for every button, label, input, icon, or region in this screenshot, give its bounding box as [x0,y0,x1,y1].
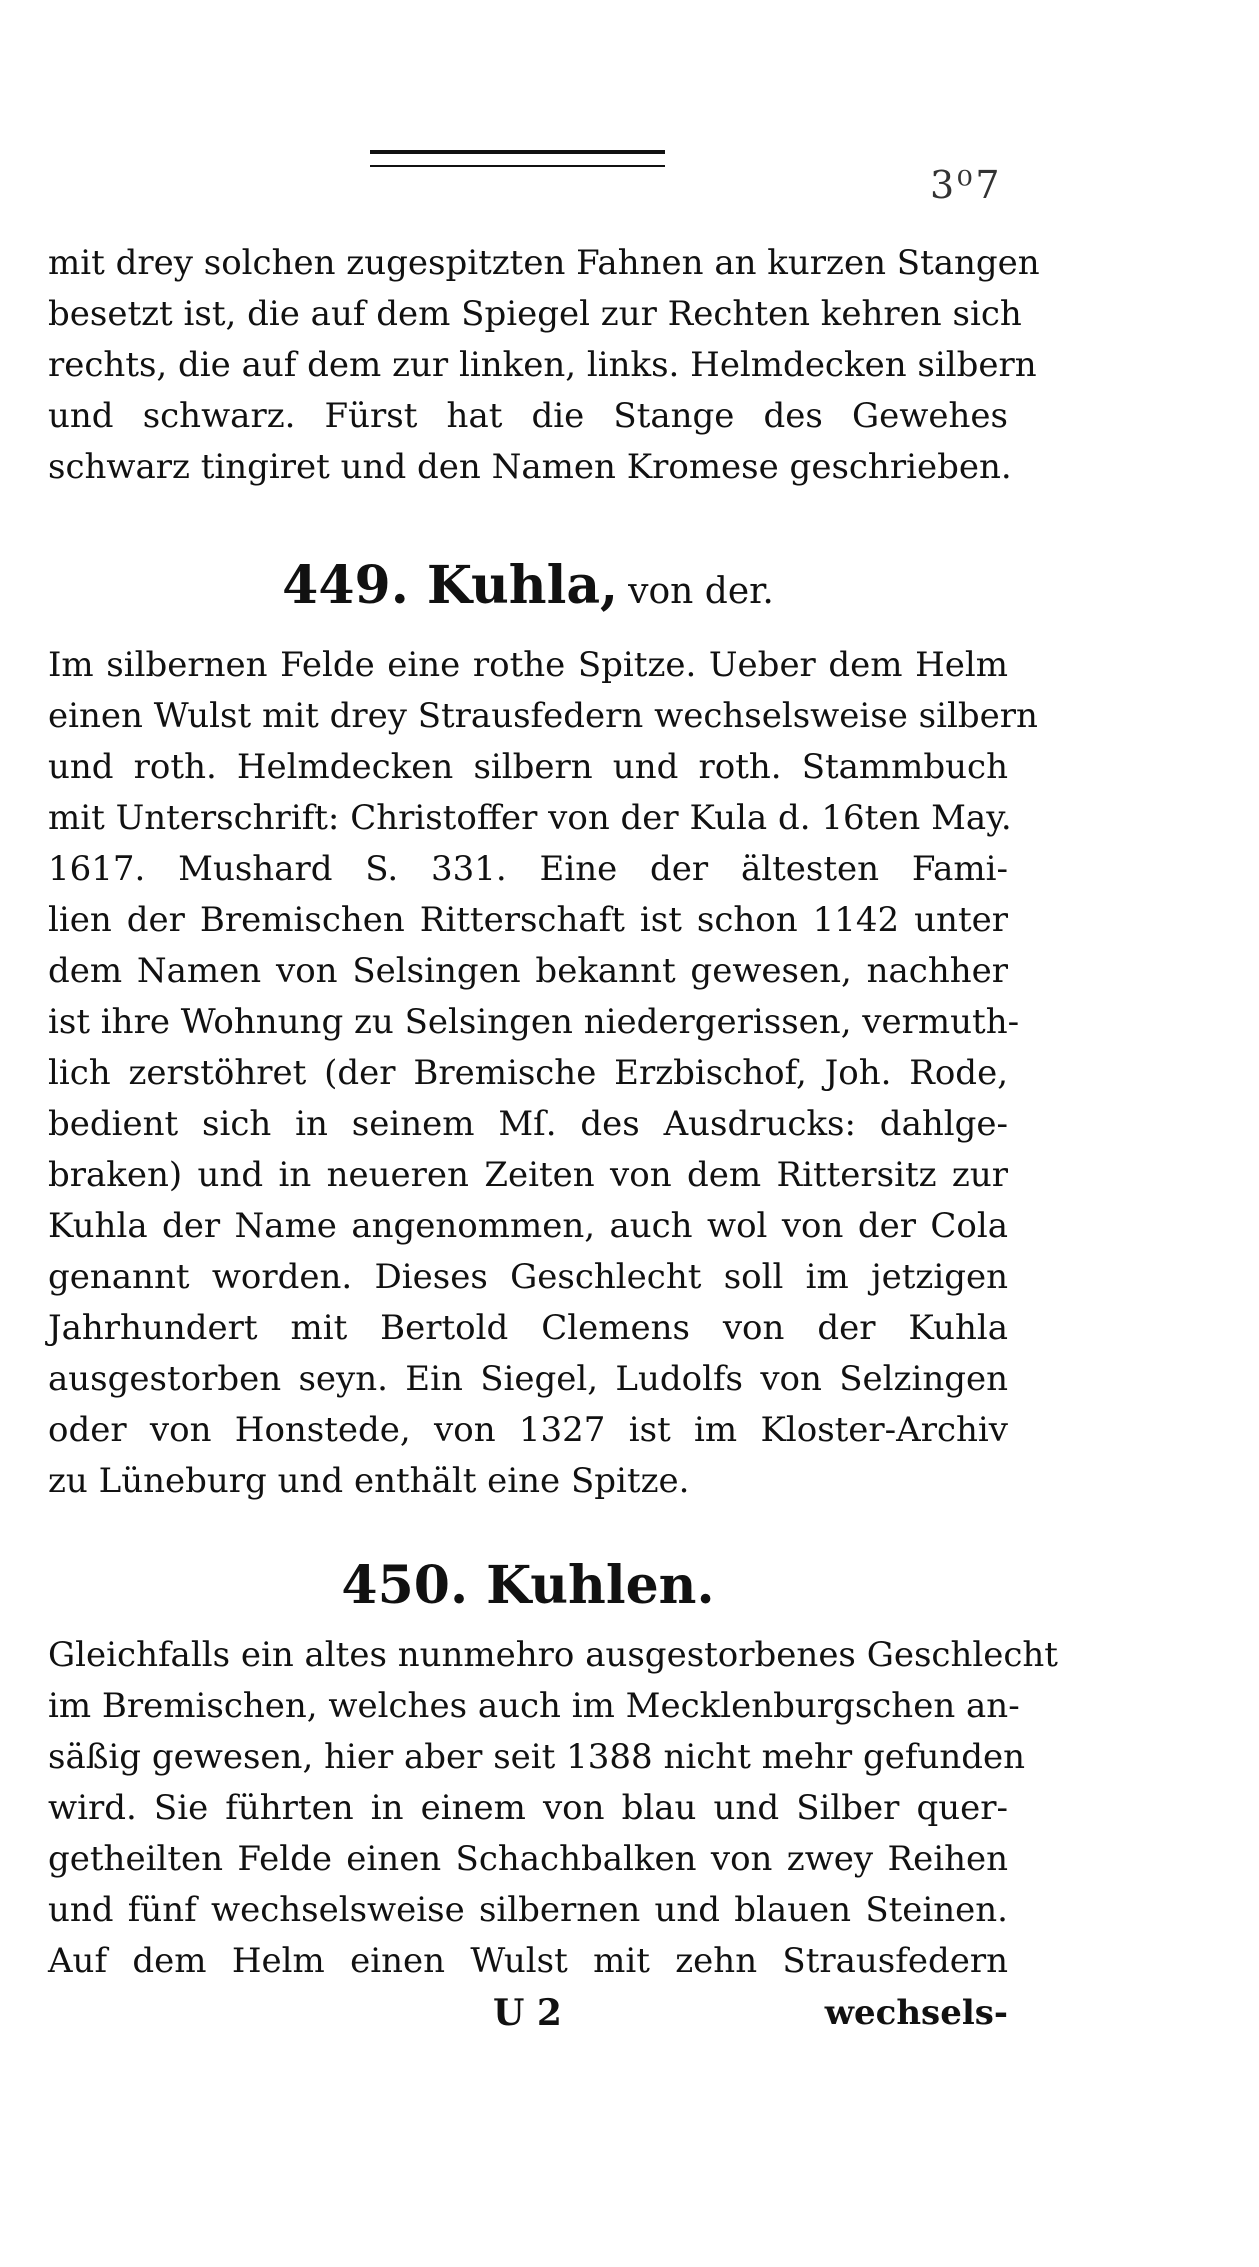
top-paragraph [48,238,1040,493]
section-450-heading [48,1555,1008,1616]
text-line: lien der Bremischen Ritterschaft ist schon 1142 unter [48,900,1008,940]
text-line: ausgestorben seyn. Ein Siegel, Ludolfs von Selzingen [48,1359,1008,1399]
text-line: besetzt ist, die auf dem Spiegel zur Rechten kehren sich [48,294,1022,334]
text-line: und fünf wechselsweise silbernen und blauen Steinen. [48,1890,1008,1930]
section-450-title: 450. Kuhlen. [341,1555,715,1616]
page-number: 3⁰7 [930,163,1003,207]
catchword: wechsels- [824,1993,1008,2033]
text-line: wird. Sie führten in einem von blau und Silber quer- [48,1788,1008,1828]
text-line: und schwarz. Fürst hat die Stange des Gewehes [48,396,1008,436]
text-line: genannt worden. Dieses Geschlecht soll im jetzigen [48,1257,1008,1297]
text-line: mit drey solchen zugespitzten Fahnen an kurzen Stangen [48,243,1040,283]
text-line: schwarz tingiret und den Namen Kromese geschrieben. [48,447,1012,487]
text-line: Gleichfalls ein altes nunmehro ausgestorbenes Geschlecht [48,1635,1058,1675]
text-line: ist ihre Wohnung zu Selsingen niedergerissen, vermuth- [48,1002,1020,1042]
text-line: lich zerstöhret (der Bremische Erzbischof, Joh. Rode, [48,1053,1008,1093]
text-line: braken) und in neueren Zeiten von dem Rittersitz zur [48,1155,1008,1195]
text-line: Im silbernen Felde eine rothe Spitze. Ueber dem Helm [48,645,1008,685]
text-line: mit Unterschrift: Christoffer von der Kula d. 16ten May. [48,798,1012,838]
text-line: dem Namen von Selsingen bekannt gewesen, nachher [48,951,1008,991]
header-rule [370,150,665,167]
text-line: oder von Honstede, von 1327 ist im Kloster-Archiv [48,1410,1008,1450]
text-line: Jahrhundert mit Bertold Clemens von der Kuhla [48,1308,1008,1348]
section-450-body [48,1630,1058,1987]
text-line: und roth. Helmdecken silbern und roth. Stammbuch [48,747,1008,787]
text-line: säßig gewesen, hier aber seit 1388 nicht mehr gefunden [48,1737,1026,1777]
signature-mark: U 2 [493,1992,562,2034]
footer-line [48,1988,1008,2039]
section-449-title: 449. Kuhla, [282,555,619,616]
text-line: bedient sich in seinem Mſ. des Ausdrucks: dahlge- [48,1104,1008,1144]
text-line: Kuhla der Name angenommen, auch wol von der Cola [48,1206,1008,1246]
text-line: getheilten Felde einen Schachbalken von zwey Reihen [48,1839,1008,1879]
section-449-heading [48,555,1008,616]
text-line: einen Wulst mit drey Strausfedern wechselsweise silbern [48,696,1038,736]
text-line: im Bremischen, welches auch im Mecklenburgschen an- [48,1686,1020,1726]
text-line: Auf dem Helm einen Wulst mit zehn Strausfedern [48,1941,1008,1981]
section-449-suffix: von der. [628,571,774,612]
section-449-body [48,640,1038,1507]
text-line: rechts, die auf dem zur linken, links. Helmdecken silbern [48,345,1037,385]
text-line: 1617. Mushard S. 331. Eine der ältesten Fami- [48,849,1008,889]
text-line: zu Lüneburg und enthält eine Spitze. [48,1461,690,1501]
